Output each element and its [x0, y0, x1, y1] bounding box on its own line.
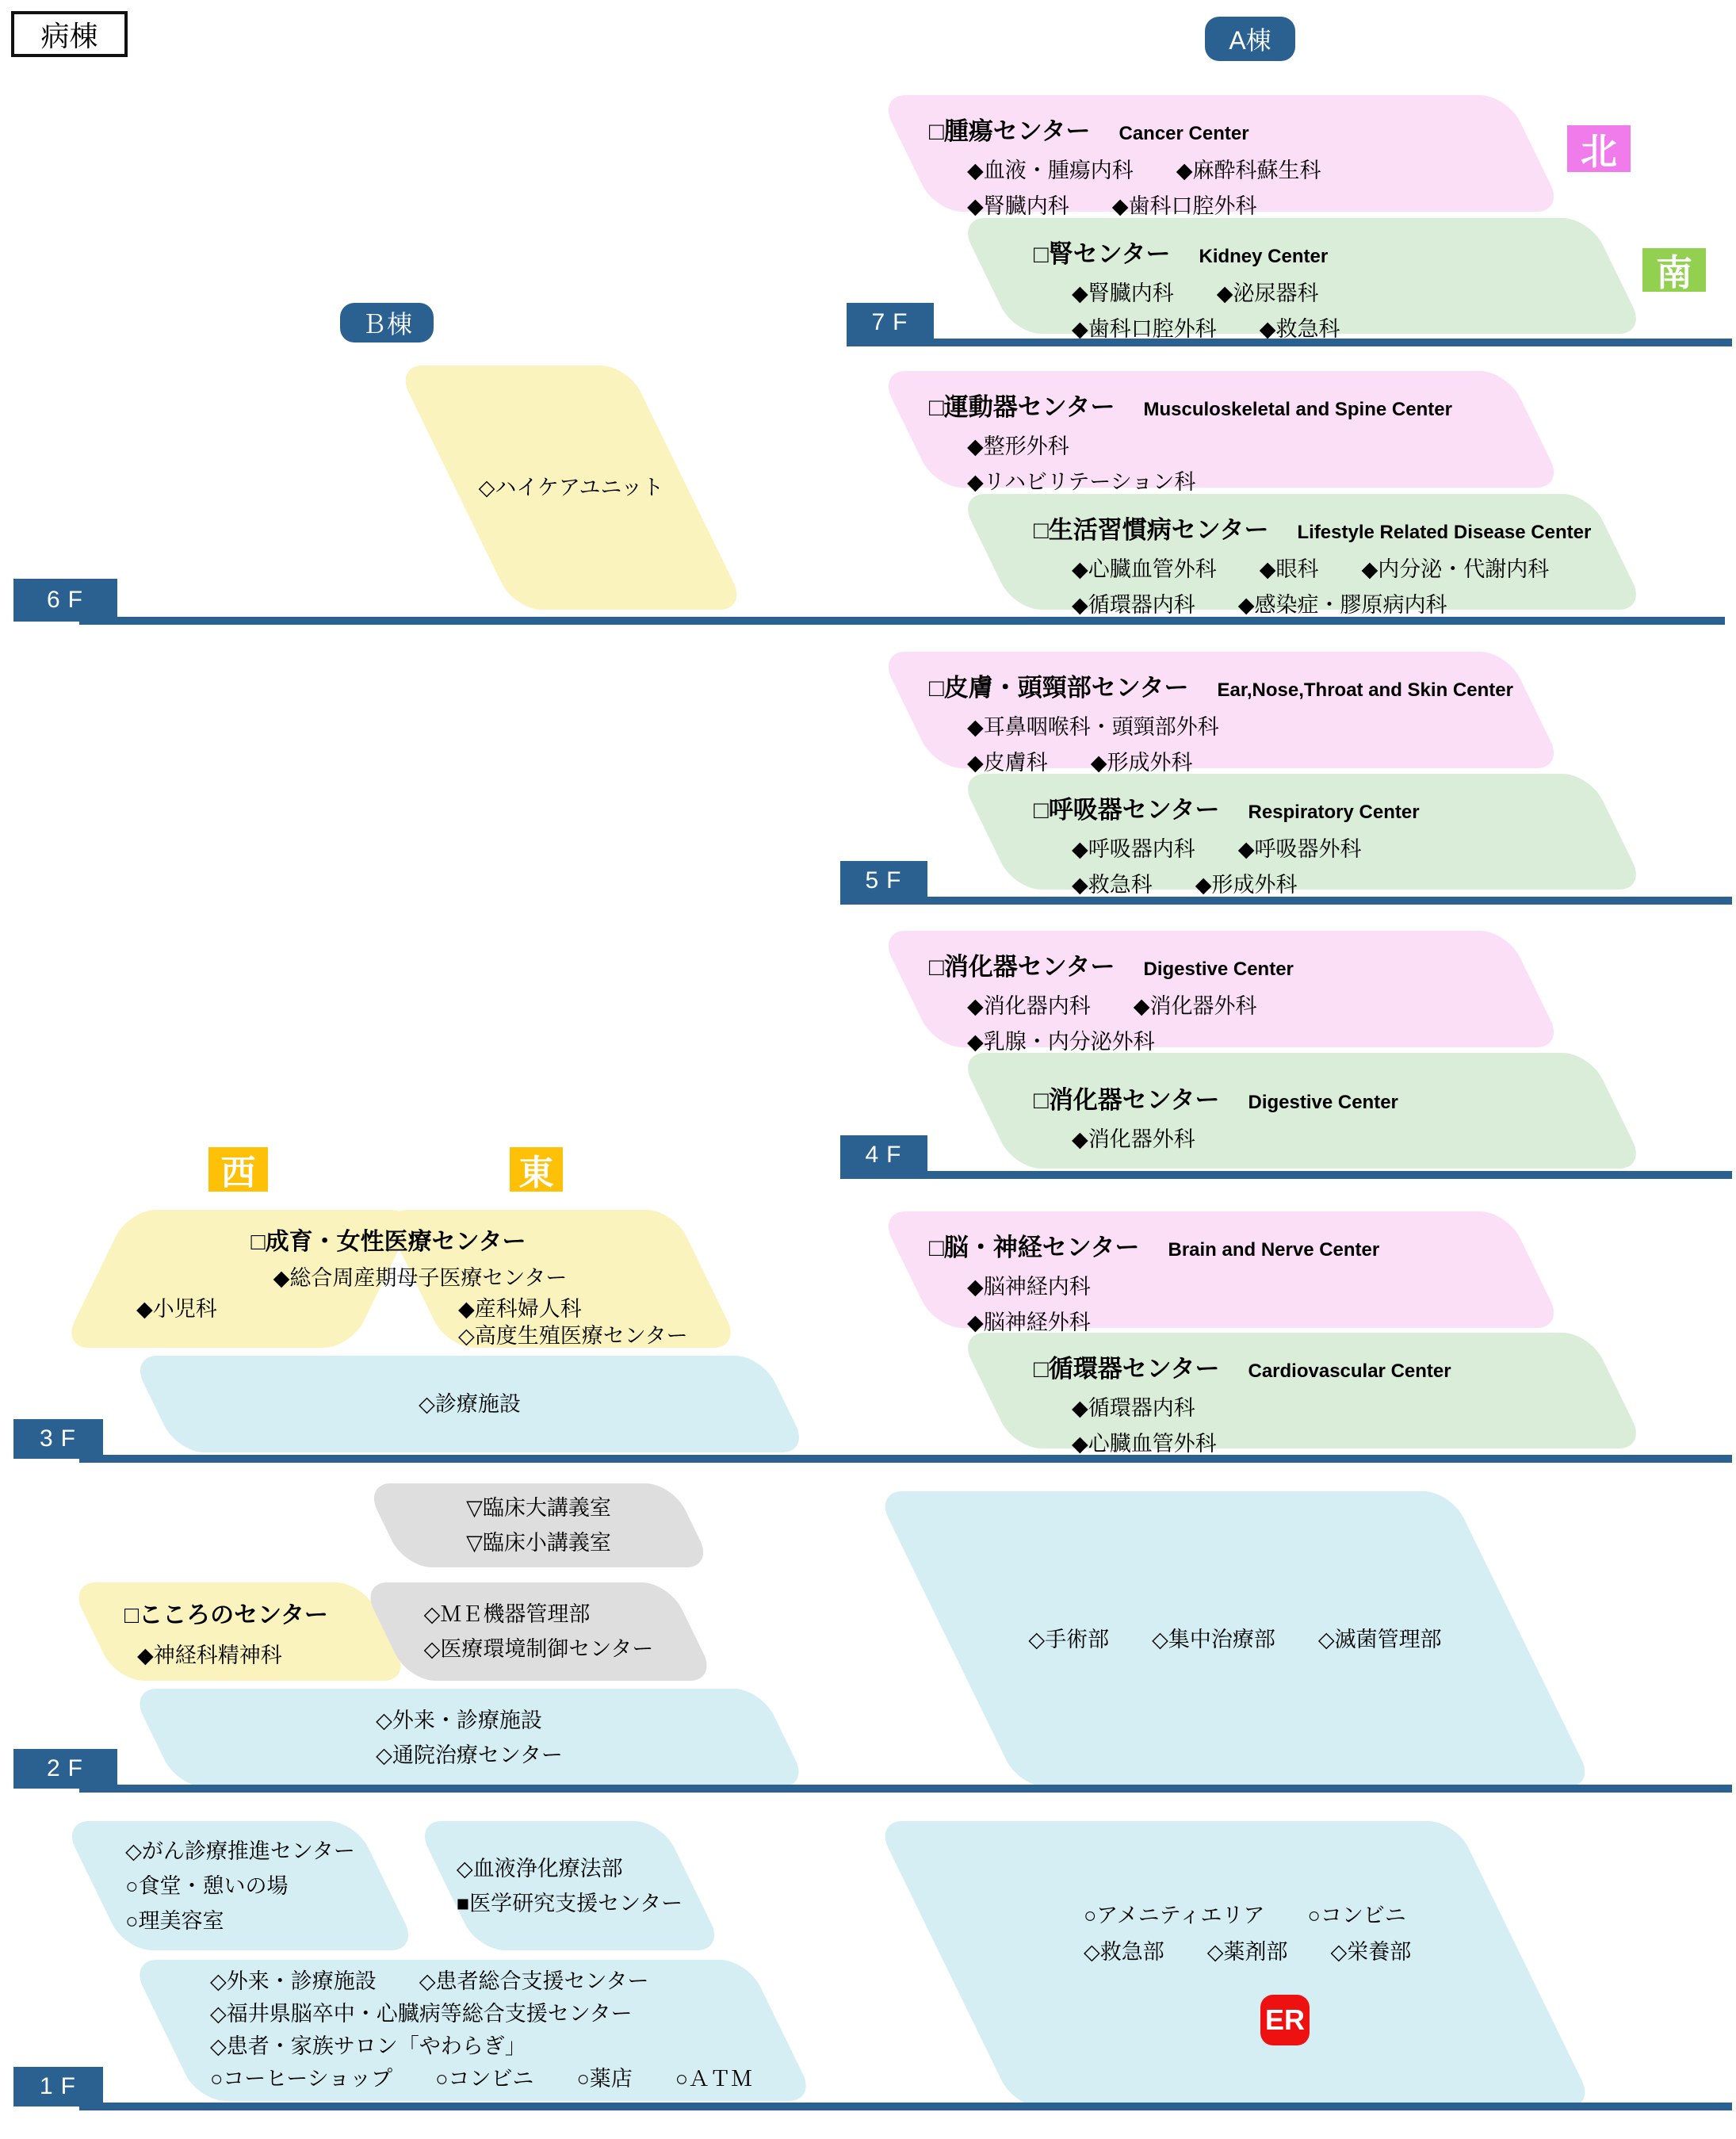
title-en: Cancer Center: [1118, 123, 1249, 144]
title-jp: □運動器センター: [929, 393, 1115, 421]
block-6f-high-care-unit: [455, 365, 687, 610]
dept-line: ○アメニティエリア ○コンビニ: [1084, 1904, 1406, 1927]
block-3f-brain-nerve-center: [907, 1211, 1535, 1334]
block-title: [1034, 1080, 1618, 1115]
floor-label-3f: 3F: [13, 1419, 103, 1459]
title-en: Digestive Center: [1248, 1092, 1398, 1113]
block-title: [929, 947, 1535, 982]
title-en: Ear,Nose,Throat and Skin Center: [1217, 679, 1513, 701]
block-1f-amenity-emergency: [945, 1821, 1525, 2107]
north-badge: 北: [1567, 125, 1631, 172]
floor-label-1f: 1F: [13, 2067, 103, 2106]
dept-line: ◆消化器外科: [1072, 1127, 1195, 1151]
block-title: [929, 668, 1535, 703]
floor-label-7f: 7F: [847, 303, 934, 342]
wing-b-badge: Ｂ棟: [340, 303, 434, 342]
south-badge: 南: [1642, 248, 1706, 292]
floor-label-4f: 4F: [840, 1135, 927, 1175]
block-title: [1034, 790, 1618, 825]
block-title: □こころのセンター: [124, 1602, 328, 1628]
dept-line: ◆消化器内科 ◆消化器外科: [967, 994, 1257, 1018]
pediatrics-line: ◆小児科: [136, 1297, 217, 1321]
dept-line: ◆腎臓内科 ◆歯科口腔外科: [967, 194, 1257, 218]
dept-line: ◆血液・腫瘍内科 ◆麻酔科蘇生科: [967, 159, 1321, 182]
dept-line: ◆耳鼻咽喉科・頭頸部外科: [967, 715, 1219, 739]
perinatal-center-line: ◆総合周産期母子医療センター: [273, 1266, 568, 1290]
block-7f-cancer-center: [907, 95, 1535, 218]
block-1f-blood-purification: [446, 1821, 693, 1950]
title-jp: □脳・神経センター: [929, 1234, 1140, 1261]
block-2f-surgery-icu: [947, 1491, 1523, 1787]
block-2f-me-equipment: [384, 1582, 693, 1681]
dept-line: ◇外来・診療施設 ◇患者総合支援センター: [210, 1969, 649, 1993]
block-6f-musculoskeletal-center: [907, 371, 1535, 494]
dept-line: ◆循環器内科 ◆感染症・膠原病内科: [1072, 593, 1447, 617]
dept-line: ◆整形外科: [967, 434, 1069, 458]
dept-line: ▽臨床大講義室: [466, 1496, 611, 1520]
title-en: Cardiovascular Center: [1248, 1360, 1451, 1382]
title-jp: □皮膚・頭頸部センター: [929, 674, 1189, 702]
dept-line: ◇医療環境制御センター: [423, 1637, 654, 1661]
dept-line: ◇血液浄化療法部: [456, 1856, 623, 1881]
dept-line: ◇ＭＥ機器管理部: [423, 1602, 591, 1626]
dept-line: ◇通院治療センター: [376, 1743, 563, 1767]
title-jp: □腎センター: [1034, 240, 1171, 268]
block-title: [929, 111, 1535, 147]
west-badge: 西: [208, 1147, 268, 1192]
block-3f-clinic-facilities: [154, 1356, 786, 1452]
dept-line: ◆循環器内科: [1072, 1396, 1195, 1420]
dept-line: ◆心臓血管外科 ◆眼科 ◆内分泌・代謝内科: [1072, 557, 1550, 581]
block-5f-respiratory-center: [986, 774, 1618, 897]
title-jp: □消化器センター: [929, 953, 1115, 981]
block-2f-kokoro-center: [93, 1582, 387, 1681]
dept-line: ◆救急科 ◆形成外科: [1072, 873, 1298, 897]
dept-line: ◇外来・診療施設: [376, 1709, 542, 1732]
floor-label-6f: 6F: [13, 579, 117, 622]
dept-line: ◇救急部 ◇薬剤部 ◇栄養部: [1084, 1940, 1412, 1964]
block-title: [929, 387, 1535, 423]
dept-line: ◇手術部 ◇集中治療部 ◇滅菌管理部: [1028, 1627, 1442, 1651]
dept-line: ■医学研究支援センター: [456, 1891, 683, 1915]
title-en: Musculoskeletal and Spine Center: [1143, 399, 1452, 420]
wing-a-badge: А棟: [1205, 17, 1295, 61]
title-en: Respiratory Center: [1248, 802, 1420, 823]
title-jp: □呼吸器センター: [1034, 796, 1220, 824]
block-5f-skin-head-neck-center: [907, 652, 1535, 775]
title-jp: □消化器センター: [1034, 1086, 1220, 1114]
block-3f-cardiovascular-center: [986, 1333, 1618, 1456]
block-title: [1034, 510, 1618, 545]
dept-line: ◇診療施設: [419, 1392, 521, 1416]
dept-line: ◆呼吸器内科 ◆呼吸器外科: [1072, 837, 1362, 861]
east-badge: 東: [510, 1147, 563, 1192]
er-badge: ER: [1260, 1995, 1310, 2045]
dept-line: ◆皮膚科 ◆形成外科: [967, 751, 1193, 775]
title-en: Kidney Center: [1199, 246, 1329, 267]
dept-line: ◆リハビリテーション科: [967, 470, 1196, 494]
block-1f-outpatient-support: [164, 1960, 782, 2101]
dept-line: ○理美容室: [125, 1908, 224, 1933]
building-label: 病棟: [11, 11, 128, 57]
block-title: [1034, 1349, 1618, 1384]
block-4f-digestive-center-south: [986, 1053, 1618, 1169]
dept-line: ◆歯科口腔外科 ◆救急科: [1072, 317, 1340, 341]
dept-line: ◇患者・家族サロン「やわらぎ」: [210, 2034, 526, 2058]
reproductive-center-line: ◇高度生殖医療センター: [458, 1324, 688, 1348]
block-7f-kidney-center: [986, 218, 1618, 341]
title-jp: □生活習慣病センター: [1034, 516, 1269, 544]
block-title: [1034, 234, 1618, 270]
block-4f-digestive-center-north: [907, 931, 1535, 1054]
dept-line: ◇福井県脳卒中・心臓病等総合支援センター: [210, 2002, 633, 2026]
dept-line: ○コーヒーショップ ○コンビニ ○薬店 ○ＡＴＭ: [210, 2067, 753, 2091]
title-en: Digestive Center: [1143, 959, 1294, 980]
dept-line: ▽臨床小講義室: [466, 1531, 611, 1555]
dept-line: ◆脳神経内科: [967, 1275, 1091, 1299]
dept-line: ◆神経科精神科: [137, 1643, 282, 1667]
dept-line: ◇ハイケアユニット: [478, 476, 664, 499]
floor-bar-4f: [840, 1171, 1732, 1179]
block-6f-lifestyle-disease-center: [986, 494, 1618, 617]
obstetrics-line: ◆産科婦人科: [458, 1297, 582, 1321]
title-en: Lifestyle Related Disease Center: [1297, 522, 1592, 543]
dept-line: ◇がん診療推進センター: [125, 1839, 355, 1863]
dept-line: ◆心臓血管外科: [1072, 1432, 1217, 1456]
block-1f-cancer-promotion: [94, 1821, 387, 1950]
floor-label-2f: 2F: [13, 1749, 117, 1789]
floor-label-5f: 5F: [840, 861, 927, 901]
dept-line: ○食堂・憩いの場: [125, 1873, 289, 1898]
dept-line: ◆脳神経外科: [967, 1311, 1091, 1334]
dept-line: ◆腎臓内科 ◆泌尿器科: [1072, 281, 1319, 305]
dept-line: ◆乳腺・内分泌外科: [967, 1030, 1155, 1054]
block-title: [929, 1227, 1535, 1263]
title-jp: □腫瘍センター: [929, 117, 1091, 145]
maternity-center-title: □成育・女性医療センター: [250, 1229, 526, 1255]
block-2f-outpatient-facilities: [154, 1689, 785, 1787]
title-jp: □循環器センター: [1034, 1355, 1220, 1383]
block-2f-lecture-rooms: [384, 1483, 693, 1567]
title-en: Brain and Nerve Center: [1168, 1239, 1380, 1261]
